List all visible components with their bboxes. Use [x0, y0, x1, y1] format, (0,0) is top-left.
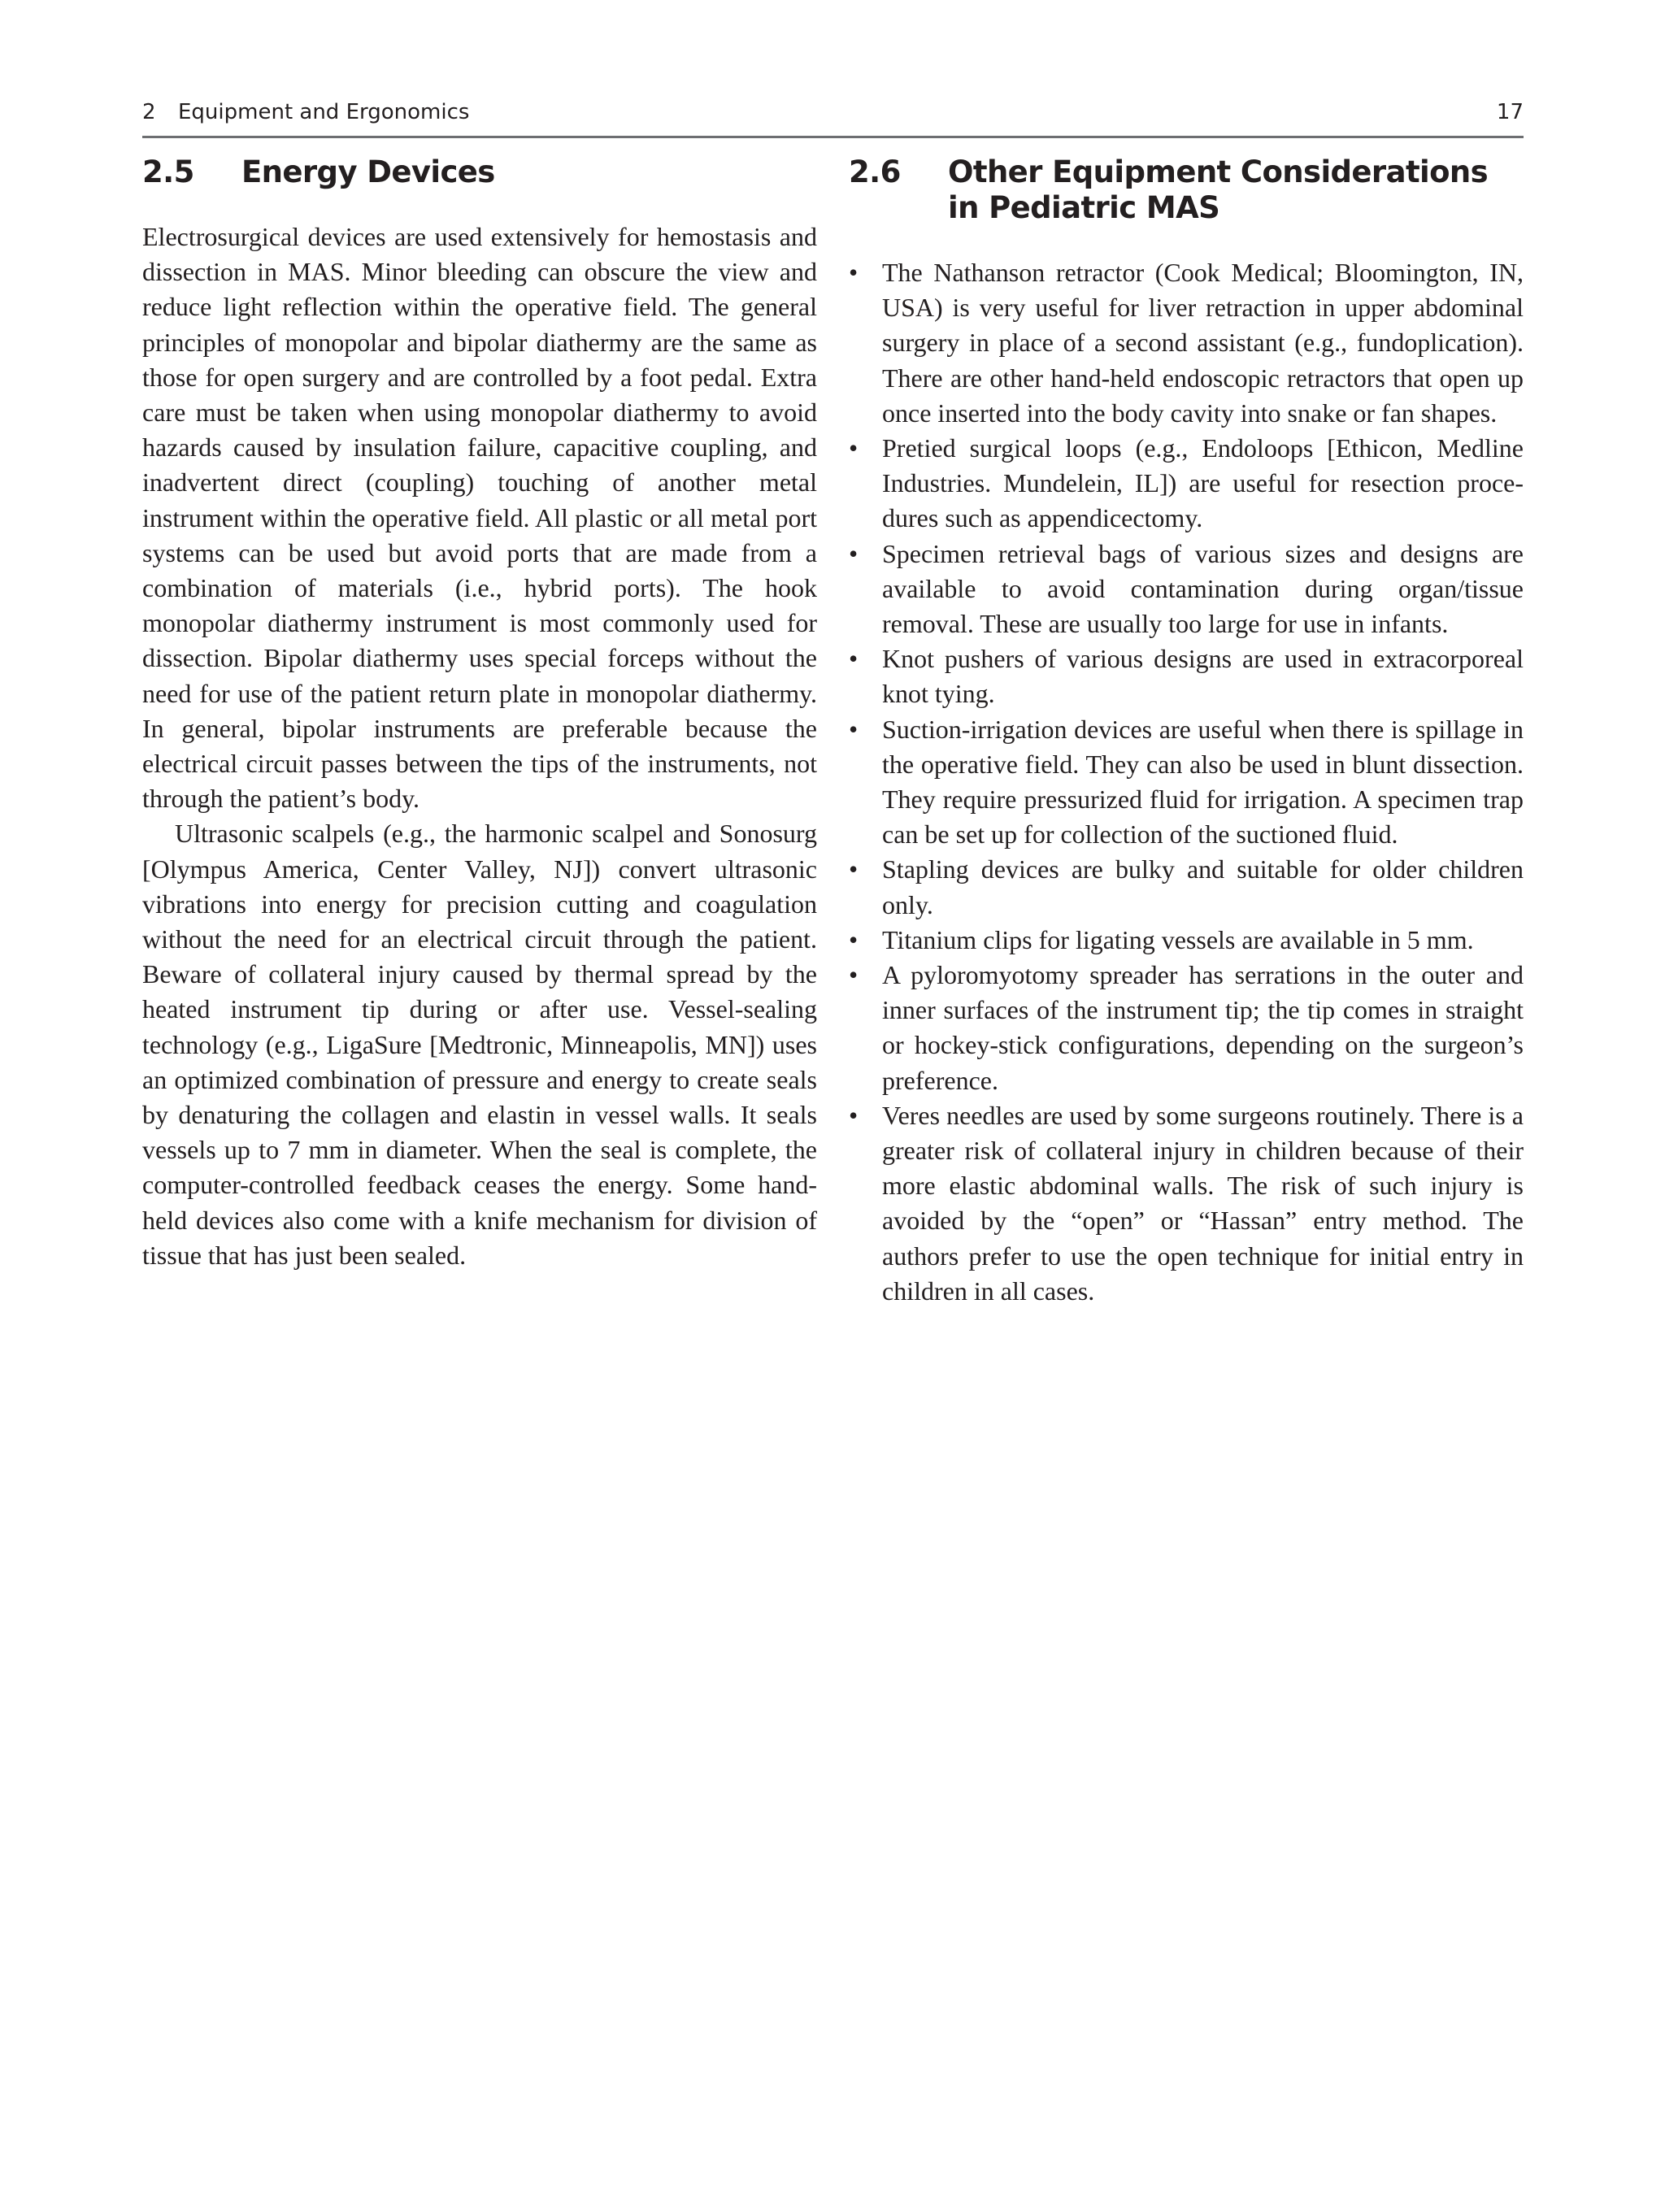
running-head-chapter [142, 96, 469, 128]
list-item-text: Suction-irrigation devices are useful when there is spillage in the operative field. They can also be used in blunt dissection. They require pressurized fluid for irrigation. A specimen trap can be set up for collection of the suctioned fluid. [882, 714, 1524, 850]
section-title-line-1: Other Equipment Considerations [948, 154, 1489, 189]
list-item-text: A pyloromyotomy spreader has serrations in the outer and inner surfaces of the instrument tip; the tip comes in straight or hockey-stick configurations, depending on the surgeon’s preference. [882, 960, 1524, 1095]
running-head [142, 96, 1524, 128]
section-number: 2.6 [849, 154, 901, 189]
bullet-icon: • [849, 714, 859, 744]
section-heading-other-equipment [849, 154, 1524, 226]
list-item-text: Knot pushers of various designs are used in extracorporeal knot tying. [882, 644, 1524, 709]
section-number: 2.5 [142, 154, 194, 189]
chapter-number: 2 [142, 100, 156, 124]
list-item-text: Veres needles are used by some surgeons routinely. There is a greater risk of collateral injury in children because of their more elastic abdominal walls. The risk of such injury is avoided by the “open” or “Hassan” entry method. The authors prefer to use the open technique for initial entry in children in all cases. [882, 1100, 1524, 1306]
list-item-text: Specimen retrieval bags of various sizes and designs are available to avoid contamination during organ/tissue removal. These are usually too large for use in infants. [882, 538, 1524, 639]
header-rule [142, 136, 1524, 138]
section-heading-energy-devices [142, 154, 817, 190]
section-title-line-2: in Pediatric MAS [948, 190, 1220, 225]
right-column [849, 154, 1524, 1309]
bullet-icon: • [849, 538, 859, 568]
list-item [849, 923, 1524, 958]
bullet-icon: • [849, 854, 859, 884]
section-title: Energy Devices [241, 154, 495, 189]
bullet-icon: • [849, 960, 859, 990]
bullet-icon: • [849, 258, 859, 287]
list-item [849, 1098, 1524, 1309]
list-item-text: Stapling devices are bulky and suitable for older children only. [882, 854, 1524, 919]
list-item [849, 255, 1524, 431]
equipment-list [849, 255, 1524, 1309]
chapter-title: Equipment and Ergonomics [178, 100, 470, 124]
page-number: 17 [1496, 100, 1524, 124]
list-item [849, 431, 1524, 537]
list-item-text: Pretied surgical loops (e.g., Endoloops [Ethicon, Medline Industries. Mundelein, IL]) are useful for resection procedures such as appendicectomy. [882, 433, 1524, 533]
list-item [849, 958, 1524, 1098]
list-item [849, 641, 1524, 711]
bullet-icon: • [849, 924, 859, 954]
paragraph-ultrasonic: Ultrasonic scalpels (e.g., the harmonic scalpel and Sonosurg [Olympus America, Center Valley, NJ]) convert ultrasonic vibrations into energy for precision cutting and coagulation without the need for an electrical circuit through the patient. Beware of collateral injury caused by thermal spread by the heated instrument tip during or after use. Vessel-sealing technology (e.g., LigaSure [Medtronic, Minneapolis, MN]) uses an optimized combination of pressure and energy to create seals by denaturing the collagen and elastin in vessel walls. It seals vessels up to 7 mm in diameter. When the seal is complete, the computer-controlled feedback ceases the energy. Some hand-held devices also come with a knife mechanism for division of tissue that has just been sealed. [142, 819, 817, 1270]
left-column [142, 154, 817, 1273]
bullet-icon: • [849, 644, 859, 674]
bullet-icon: • [849, 433, 859, 463]
paragraph-electrosurgical: Electrosurgical devices are used extensively for hemostasis and dissection in MAS. Minor bleeding can obscure the view and reduce light reflection within the operative field. The general principles of monopolar and bipolar diathermy are the same as those for open surgery and are controlled by a foot pedal. Extra care must be taken when using monopolar diathermy to avoid hazards caused by insulation failure, capacitive coupling, and inadvertent direct (coupling) touching of another metal instrument within the operative field. All plastic or all metal port systems can be used but avoid ports that are made from a combination of materials (i.e., hybrid ports). The hook monopolar diathermy instrument is most commonly used for dissection. Bipolar diathermy uses special forceps without the need for use of the patient return plate in monopolar diathermy. In general, bipolar instruments are preferable because the electrical circuit passes between the tips of the instruments, not through the patient’s body. [142, 222, 817, 814]
bullet-icon: • [849, 1100, 859, 1130]
list-item [849, 712, 1524, 853]
list-item [849, 537, 1524, 642]
list-item [849, 852, 1524, 922]
list-item-text: The Nathanson retractor (Cook Medical; Bloomington, IN, USA) is very useful for liver retraction in upper abdominal surgery in place of a second assistant (e.g., fundoplication). There are other hand-held endoscopic retractors that open up once inserted into the body cavity into snake or fan shapes. [882, 258, 1524, 428]
list-item-text: Titanium clips for ligating vessels are available in 5 mm. [882, 924, 1474, 954]
